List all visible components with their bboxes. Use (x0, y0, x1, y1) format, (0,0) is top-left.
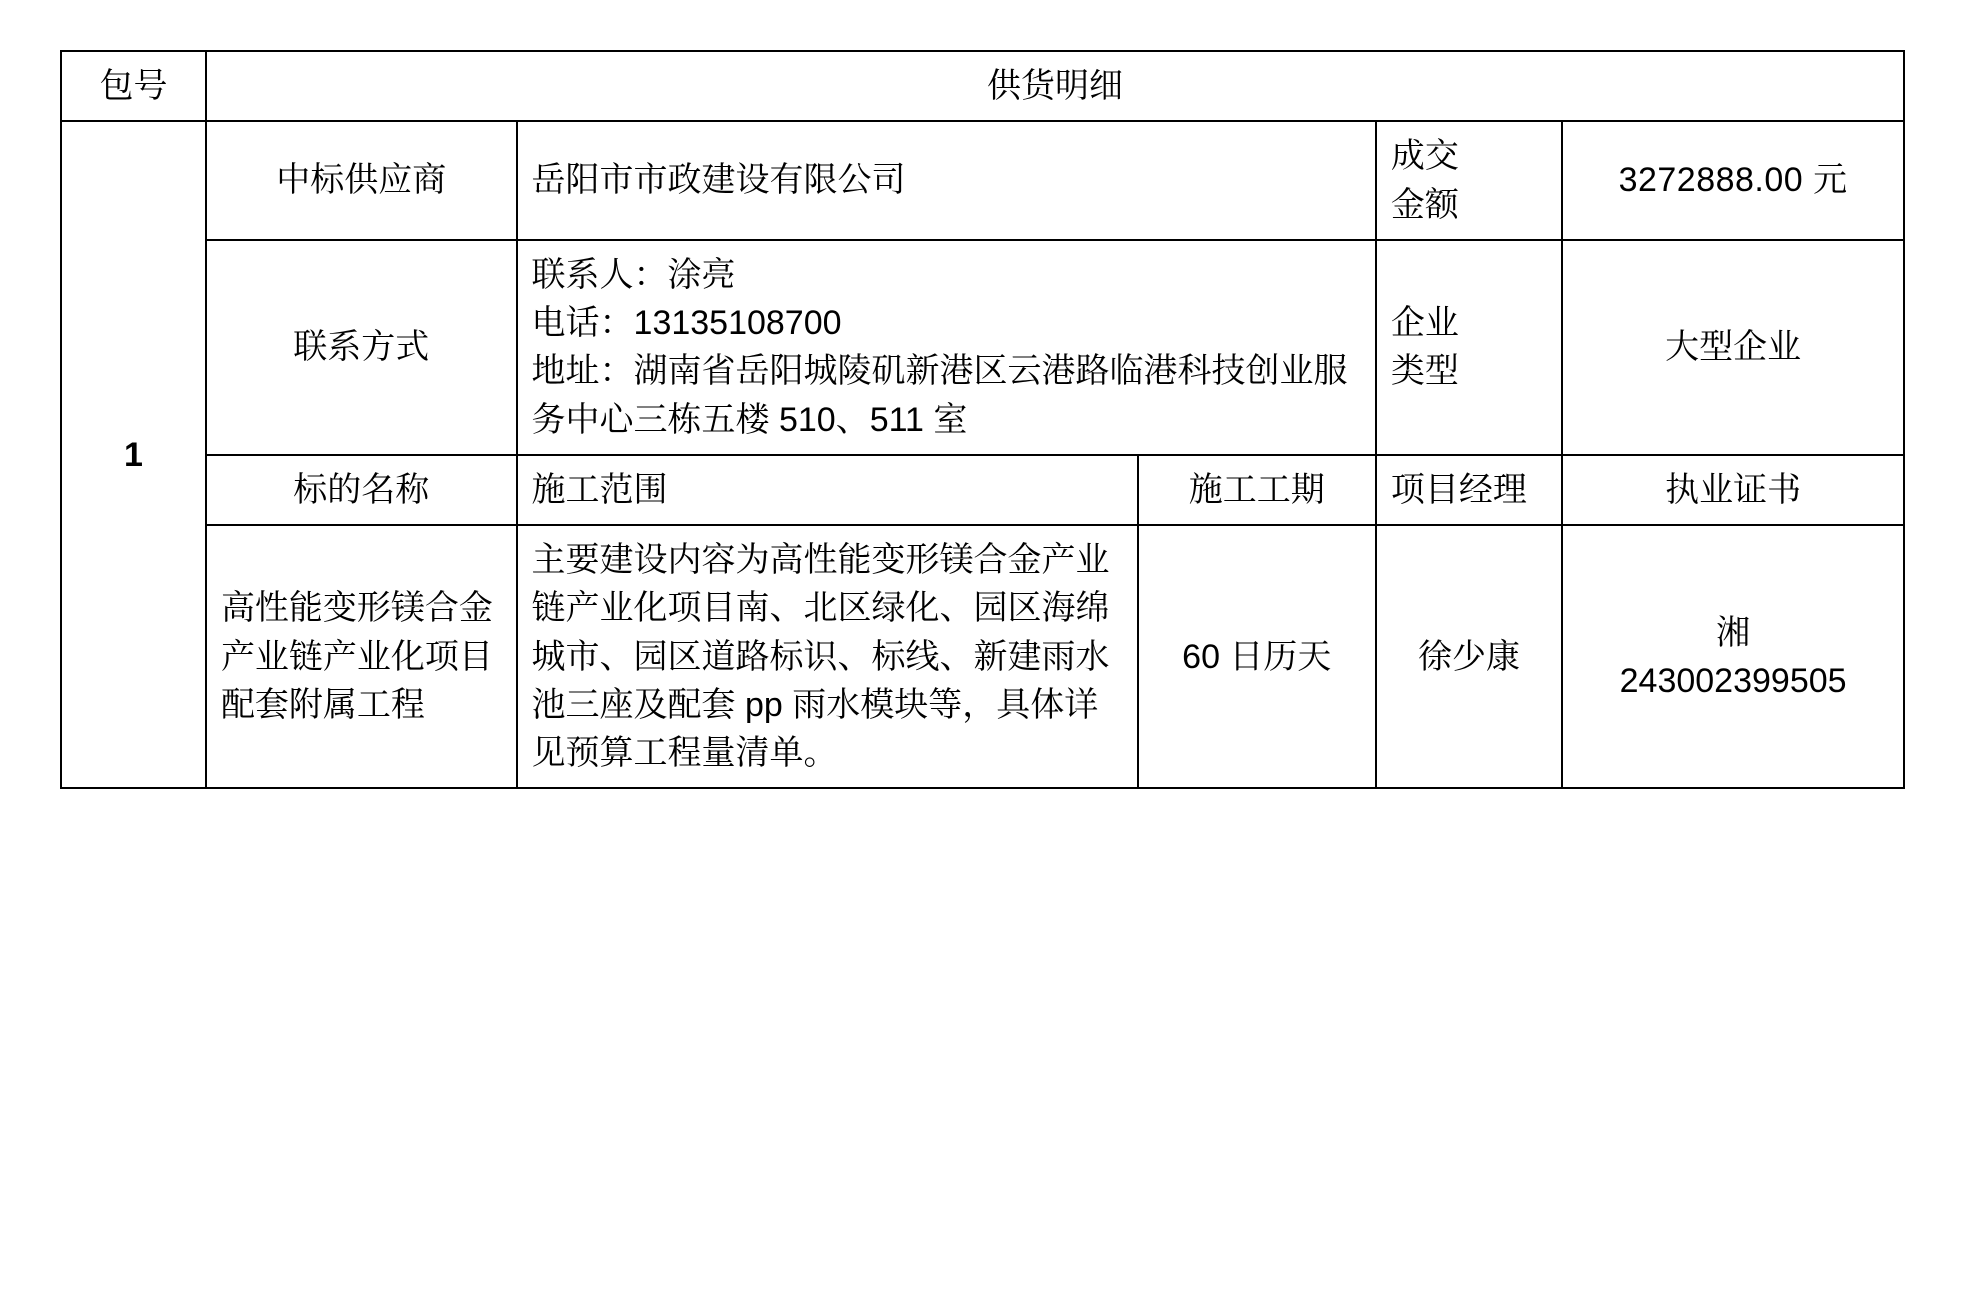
contact-phone-line: 电话：13135108700 (531, 304, 842, 343)
deal-amount-label-line1: 成交 (1390, 137, 1459, 176)
enterprise-type-label-line2: 类型 (1390, 352, 1459, 391)
project-manager-value: 徐少康 (1376, 525, 1562, 788)
bid-result-table (60, 50, 1905, 789)
contact-label: 联系方式 (206, 240, 517, 455)
table-row-contact (61, 240, 1904, 455)
practice-certificate-label: 执业证书 (1562, 455, 1904, 525)
enterprise-type-label (1376, 240, 1562, 455)
construction-scope-label: 施工范围 (517, 455, 1138, 525)
deal-amount-value: 3272888.00 元 (1562, 121, 1904, 240)
subject-name-value: 高性能变形镁合金产业链产业化项目配套附属工程 (206, 525, 517, 788)
winning-supplier-label: 中标供应商 (206, 121, 517, 240)
construction-scope-value: 主要建设内容为高性能变形镁合金产业链产业化项目南、北区绿化、园区海绵城市、园区道路标识、标线、新建雨水池三座及配套 pp 雨水模块等，具体详见预算工程量清单。 (517, 525, 1138, 788)
table-row-detail (61, 525, 1904, 788)
construction-period-value: 60 日历天 (1138, 525, 1376, 788)
construction-period-label: 施工工期 (1138, 455, 1376, 525)
table-row-header (61, 51, 1904, 121)
project-manager-label: 项目经理 (1376, 455, 1562, 525)
winning-supplier-value: 岳阳市市政建设有限公司 (517, 121, 1376, 240)
deal-amount-label (1376, 121, 1562, 240)
enterprise-type-label-line1: 企业 (1390, 304, 1459, 343)
supply-detail-header: 供货明细 (206, 51, 1904, 121)
package-number-cell: 1 (61, 121, 206, 788)
deal-amount-label-line2: 金额 (1390, 185, 1459, 224)
contact-address-line: 地址：湖南省岳阳城陵矶新港区云港路临港科技创业服务中心三栋五楼 510、511 室 (531, 352, 1348, 439)
table-row-subheaders (61, 455, 1904, 525)
certificate-prefix: 湘 (1716, 613, 1751, 652)
subject-name-label: 标的名称 (206, 455, 517, 525)
enterprise-type-value: 大型企业 (1562, 240, 1904, 455)
contact-value (517, 240, 1376, 455)
package-no-header: 包号 (61, 51, 206, 121)
certificate-number: 243002399505 (1619, 661, 1847, 700)
contact-person-line: 联系人：涂亮 (531, 255, 736, 294)
table-row-supplier (61, 121, 1904, 240)
practice-certificate-value (1562, 525, 1904, 788)
